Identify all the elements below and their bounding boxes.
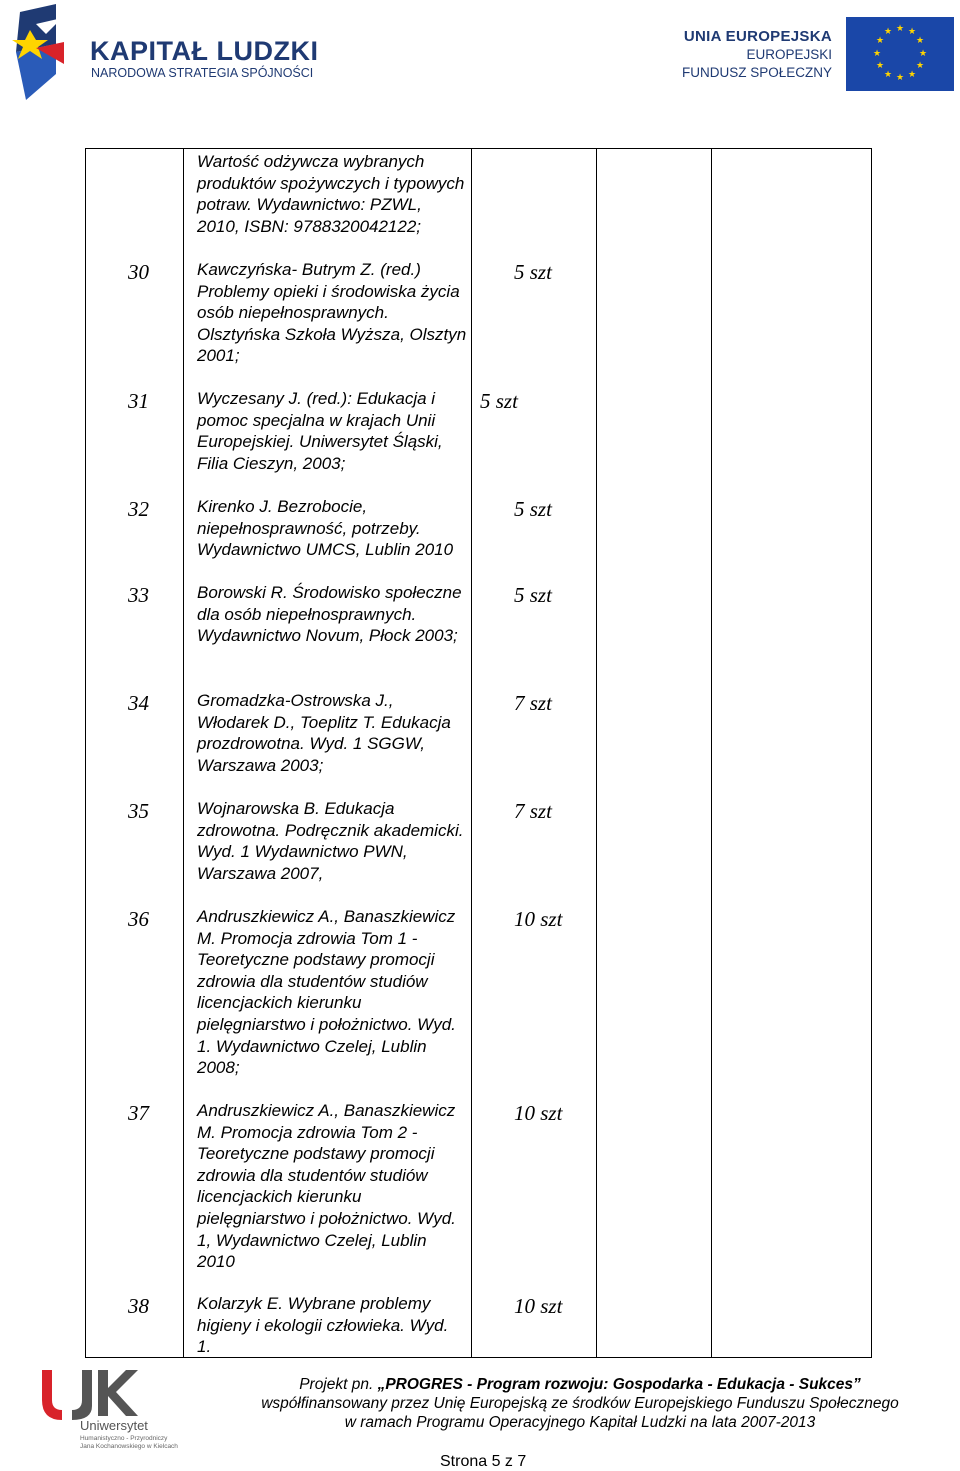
svg-text:★: ★ bbox=[915, 36, 925, 46]
kapital-ludzki-logo bbox=[0, 0, 330, 110]
book-title: Borowski R. Środowisko społeczne dla osób niepełnosprawnych. Wydawnictwo Novum, Płock 2003; bbox=[197, 583, 462, 646]
book-title: Wojnarowska B. Edukacja zdrowotna. Podręcznik akademicki. Wyd. 1 Wydawnictwo PWN, Warszawa 2007, bbox=[197, 799, 464, 883]
programme-line: w ramach Programu Operacyjnego Kapitał Ludzki na lata 2007-2013 bbox=[344, 1414, 816, 1431]
svg-text:★: ★ bbox=[875, 36, 885, 46]
eu-line-1: UNIA EUROPEJSKA bbox=[683, 28, 832, 45]
kapital-ludzki-title: KAPITAŁ LUDZKI bbox=[90, 36, 319, 66]
book-title: Wyczesany J. (red.): Edukacja i pomoc specjalna w krajach Unii Europejskiej. Uniwersytet Śląski, Filia Cieszyn, 2003; bbox=[197, 389, 443, 473]
svg-text:★: ★ bbox=[907, 70, 917, 80]
row-number: 32 bbox=[128, 497, 149, 521]
svg-text:★: ★ bbox=[918, 49, 928, 59]
book-title: Wartość odżywcza wybranych produktów spożywczych i typowych potraw. Wydawnictwo: PZWL, 2010, ISBN: 9788320042122; bbox=[197, 152, 465, 236]
books-table bbox=[85, 148, 872, 1358]
project-line bbox=[200, 1376, 960, 1394]
eu-flag-icon bbox=[846, 17, 954, 91]
row-number: 33 bbox=[128, 583, 149, 607]
quantity: 5 szt bbox=[514, 583, 552, 607]
column-divider bbox=[596, 149, 597, 1357]
eu-line-3: FUNDUSZ SPOŁECZNY bbox=[681, 65, 832, 80]
column-divider bbox=[183, 149, 184, 1357]
quantity: 10 szt bbox=[514, 1294, 563, 1318]
svg-text:★: ★ bbox=[915, 61, 925, 71]
book-title: Gromadzka-Ostrowska J., Włodarek D., Toeplitz T. Edukacja prozdrowotna. Wyd. 1 SGGW, Warszawa 2003; bbox=[197, 691, 451, 775]
row-number: 36 bbox=[128, 907, 149, 931]
quantity: 10 szt bbox=[514, 1101, 563, 1125]
svg-text:★: ★ bbox=[883, 27, 893, 37]
column-divider bbox=[471, 149, 472, 1357]
row-number: 38 bbox=[128, 1294, 149, 1318]
kapital-ludzki-emblem-icon bbox=[6, 4, 66, 100]
book-title: Kirenko J. Bezrobocie, niepełnosprawność, potrzeby. Wydawnictwo UMCS, Lublin 2010 bbox=[197, 497, 454, 560]
quantity: 5 szt bbox=[514, 260, 552, 284]
svg-text:★: ★ bbox=[907, 27, 917, 37]
quantity: 10 szt bbox=[514, 907, 563, 931]
row-number: 31 bbox=[128, 389, 149, 413]
cofinanced-line: współfinansowany przez Unię Europejską ze środków Europejskiego Funduszu Społecznego bbox=[261, 1395, 899, 1412]
project-name: „PROGRES - Program rozwoju: Gospodarka - Edukacja - Sukces” bbox=[377, 1376, 861, 1393]
row-number: 30 bbox=[128, 260, 149, 284]
book-title: Kolarzyk E. Wybrane problemy higieny i ekologii człowieka. Wyd. 1. bbox=[197, 1294, 449, 1357]
university-subtitle: Humanistyczno - Przyrodniczy Jana Kochanowskiego w Kielcach bbox=[80, 1435, 178, 1450]
book-title: Kawczyńska- Butrym Z. (red.) Problemy opieki i środowiska życia osób niepełnosprawnych. Olsztyńska Szkoła Wyższa, Olsztyn 2001; bbox=[197, 260, 467, 366]
university-label: Uniwersytet bbox=[80, 1418, 148, 1433]
svg-text:★: ★ bbox=[872, 49, 882, 59]
row-number: 34 bbox=[128, 691, 149, 715]
eu-logo-text bbox=[682, 28, 832, 82]
page-number: Strona 5 z 7 bbox=[440, 1453, 527, 1470]
book-title: Andruszkiewicz A., Banaszkiewicz M. Promocja zdrowia Tom 1 - Teoretyczne podstawy promocji zdrowia dla studentów studiów licencjackich kierunku pielęgniarstwo i położnictwo. Wyd. 1. Wydawnictwo Czelej, Lublin 2008; bbox=[197, 907, 456, 1078]
quantity: 5 szt bbox=[480, 389, 518, 413]
quantity: 7 szt bbox=[514, 691, 552, 715]
svg-text:★: ★ bbox=[883, 70, 893, 80]
svg-text:★: ★ bbox=[895, 24, 905, 34]
kapital-ludzki-subtitle: NARODOWA STRATEGIA SPÓJNOŚCI bbox=[91, 66, 314, 80]
row-number: 37 bbox=[128, 1101, 149, 1125]
row-number: 35 bbox=[128, 799, 149, 823]
quantity: 5 szt bbox=[514, 497, 552, 521]
svg-text:★: ★ bbox=[875, 61, 885, 71]
svg-text:★: ★ bbox=[895, 73, 905, 83]
eu-line-2: EUROPEJSKI bbox=[746, 47, 832, 62]
column-divider bbox=[711, 149, 712, 1357]
book-title: Andruszkiewicz A., Banaszkiewicz M. Promocja zdrowia Tom 2 - Teoretyczne podstawy promocji zdrowia dla studentów studiów licencjackich kierunku pielęgniarstwo i położnictwo. Wyd. 1, Wydawnictwo Czelej, Lublin 2010 bbox=[197, 1101, 456, 1272]
quantity: 7 szt bbox=[514, 799, 552, 823]
project-prefix: Projekt pn. bbox=[299, 1376, 378, 1393]
